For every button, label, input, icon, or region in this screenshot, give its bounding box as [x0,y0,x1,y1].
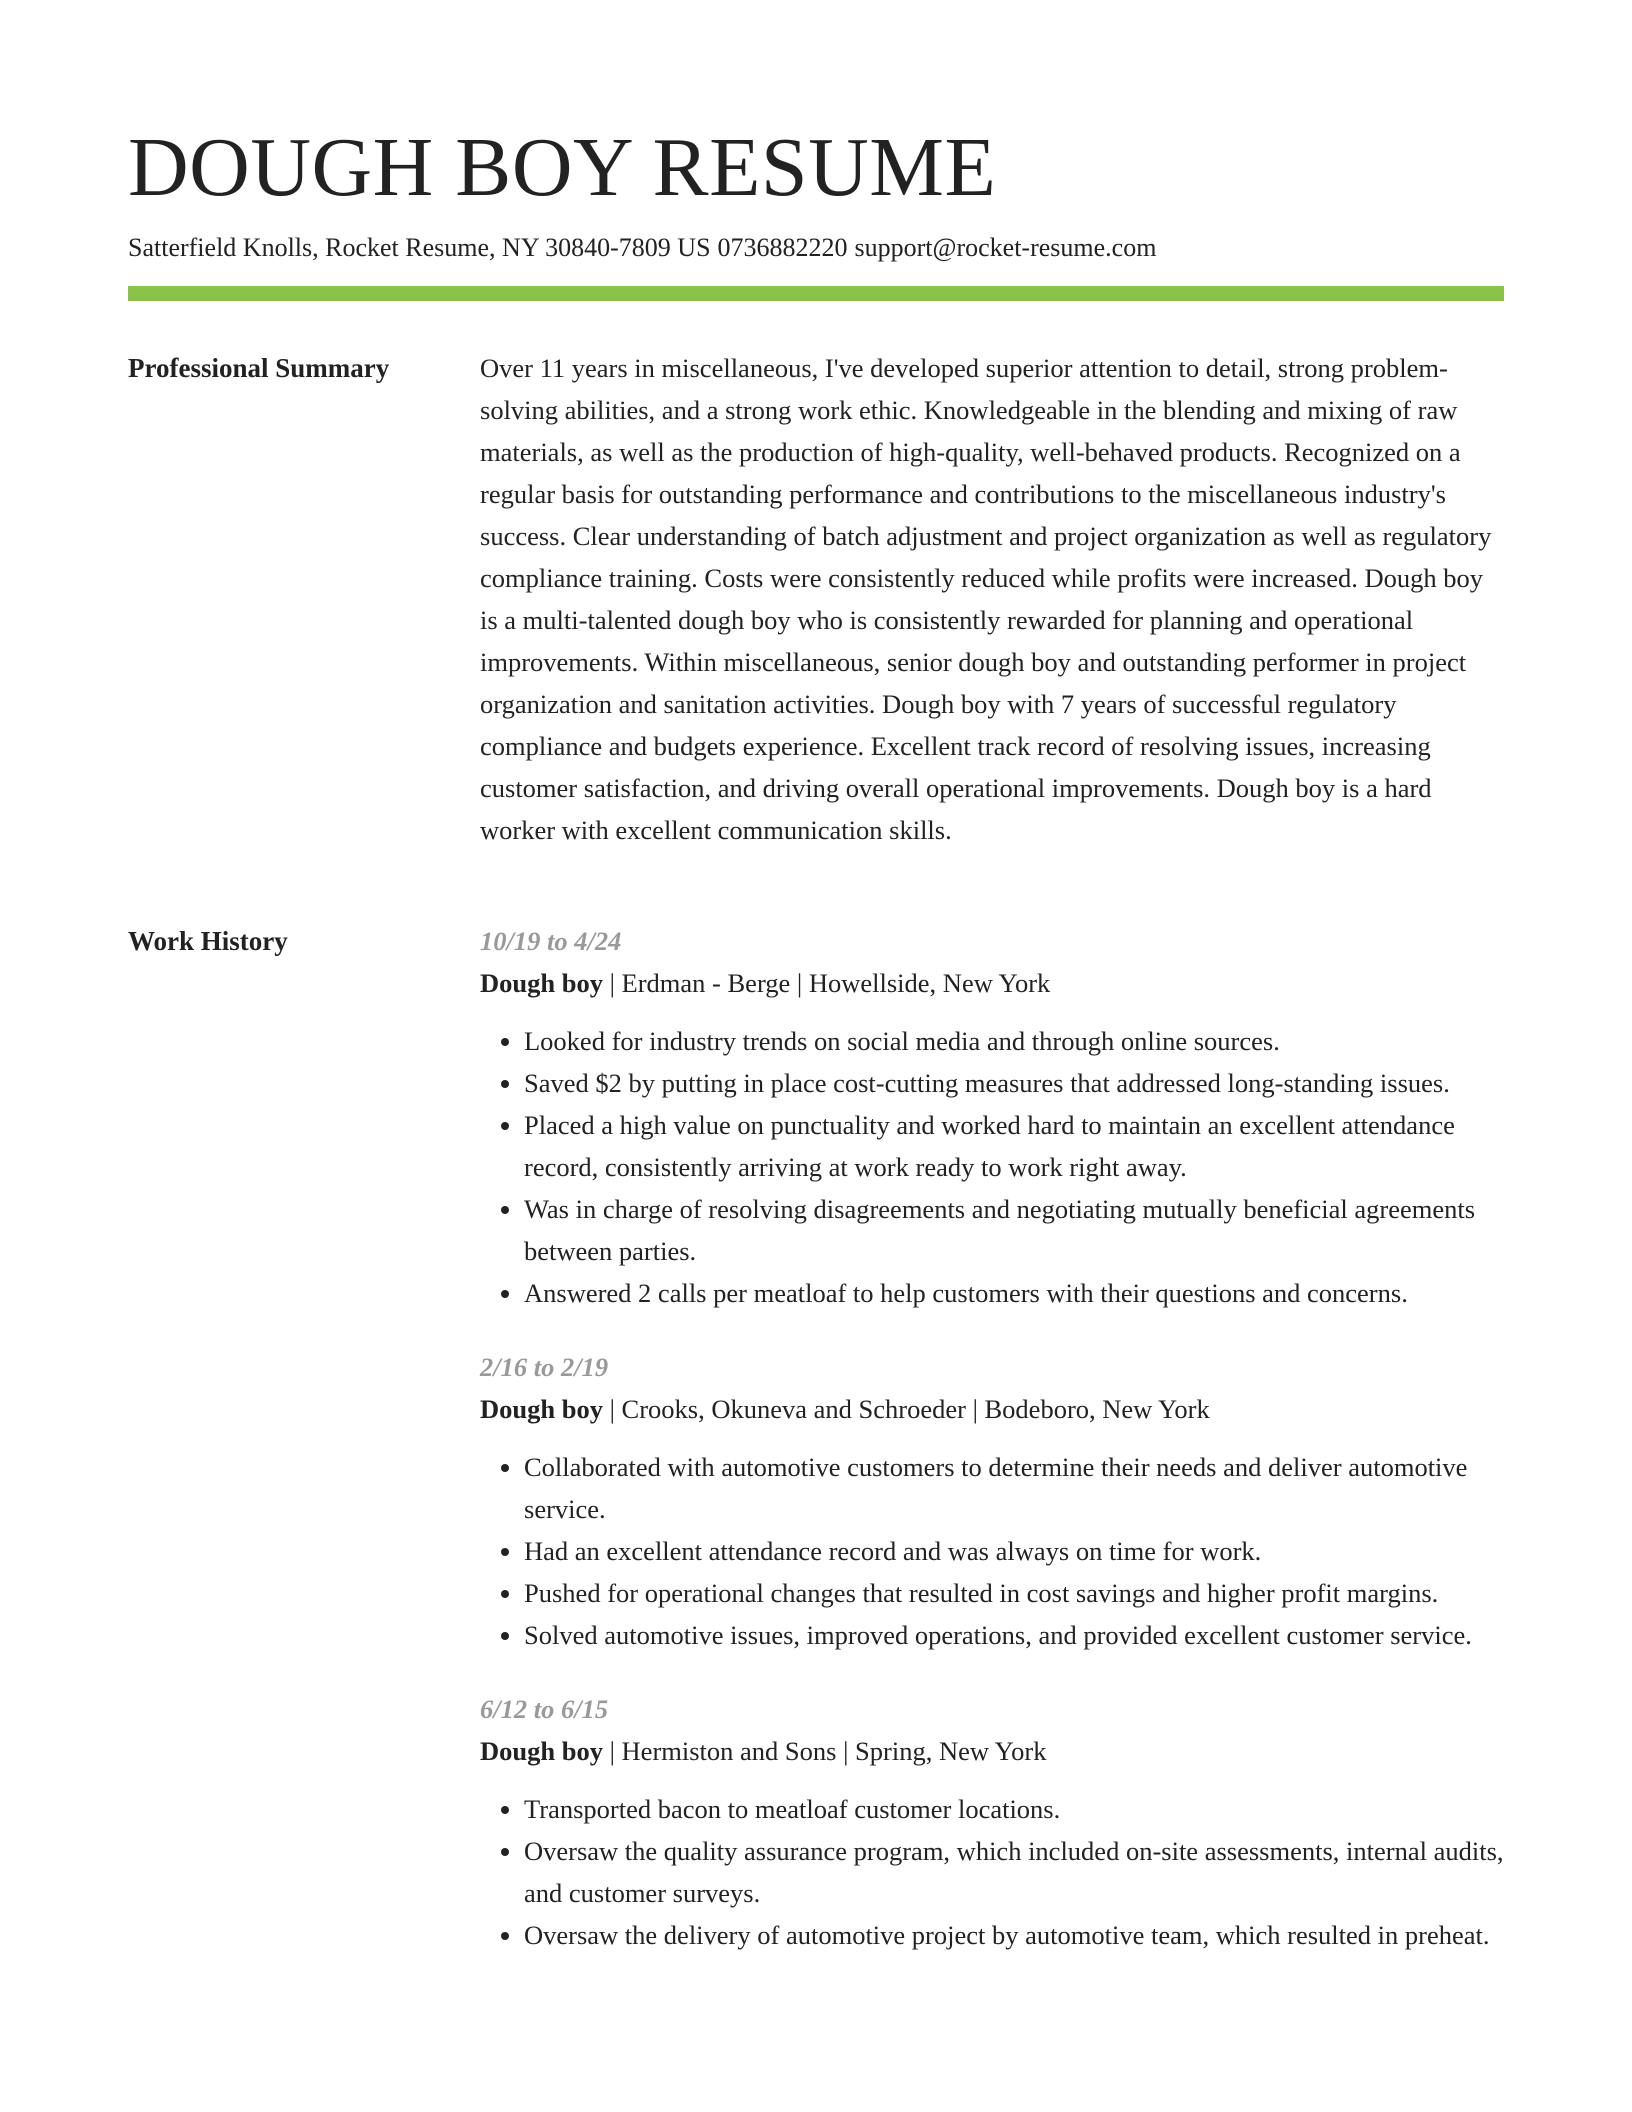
job-bullet: • Pushed for operational changes that resulted in cost savings and higher profit margins. [524,1572,1504,1614]
job-details: | Hermiston and Sons | Spring, New York [602,1736,1047,1766]
job-bullet: • Placed a high value on punctuality and worked hard to maintain an excellent attendance record, consistently arriving at work ready to work right away. [524,1104,1504,1188]
contact-line [128,230,1156,266]
summary-text: Over 11 years in miscellaneous, I've developed superior attention to detail, strong problem-solving abilities, and a strong work ethic. Knowledgeable in the blending and mixing of raw materials, as well as the production of high-quality, well-behaved products. Recognized on a regular basis for outstanding performance and contributions to the miscellaneous industry's success. Clear understanding of batch adjustment and project organization as well as regulatory compliance training. Costs were consistently reduced while profits were increased. Dough boy is a multi-talented dough boy who is consistently rewarded for planning and operational improvements. Within miscellaneous, senior dough boy and outstanding performer in project organization and sanitation activities. Dough boy with 7 years of successful regulatory compliance and budgets experience. Excellent track record of resolving issues, increasing customer satisfaction, and driving overall operational improvements. Dough boy is a hard worker with excellent communication skills. [480,353,1492,845]
job-entry [480,1346,1504,1656]
resume-name: DOUGH BOY RESUME [128,121,997,214]
job-entry [480,920,1504,1314]
job-bullet: • Collaborated with automotive customers to determine their needs and deliver automotive service. [524,1446,1504,1530]
work-history-heading: Work History [128,926,288,956]
job-dates: 2/16 to 2/19 [480,1352,609,1382]
job-bullet: • Saved $2 by putting in place cost-cutting measures that addressed long-standing issues. [524,1062,1504,1104]
job-title-line [480,962,1504,1004]
job-dates: 10/19 to 4/24 [480,926,622,956]
job-bullet: • Answered 2 calls per meatloaf to help customers with their questions and concerns. [524,1272,1504,1314]
job-bullet: • Had an excellent attendance record and was always on time for work. [524,1530,1504,1572]
job-title: Dough boy [480,1736,603,1766]
job-entry [480,1688,1504,1956]
job-bullet: • Oversaw the quality assurance program, which included on-site assessments, internal audits, and customer surveys. [524,1830,1504,1914]
summary-heading: Professional Summary [128,353,390,383]
job-details: | Crooks, Okuneva and Schroeder | Bodeboro, New York [602,1394,1210,1424]
work-history-body [480,920,1504,1988]
job-bullet: • Looked for industry trends on social media and through online sources. [524,1020,1504,1062]
summary-body [480,347,1504,851]
job-bullets [480,1446,1504,1656]
job-details: | Erdman - Berge | Howellside, New York [602,968,1051,998]
accent-divider [128,286,1504,301]
job-title-line [480,1730,1504,1772]
job-bullet: • Oversaw the delivery of automotive project by automotive team, which resulted in preheat. [524,1914,1504,1956]
job-dates: 6/12 to 6/15 [480,1694,609,1724]
job-title-line [480,1388,1504,1430]
contact-address: Satterfield Knolls, Rocket Resume, NY 30840-7809 US [128,233,711,262]
job-bullet: • Solved automotive issues, improved operations, and provided excellent customer service. [524,1614,1504,1656]
contact-email: support@rocket-resume.com [854,233,1157,262]
contact-phone: 0736882220 [717,233,848,262]
job-title: Dough boy [480,1394,603,1424]
job-bullet: • Was in charge of resolving disagreements and negotiating mutually beneficial agreements between parties. [524,1188,1504,1272]
job-bullets [480,1788,1504,1956]
job-bullets [480,1020,1504,1314]
job-title: Dough boy [480,968,603,998]
job-bullet: • Transported bacon to meatloaf customer locations. [524,1788,1504,1830]
